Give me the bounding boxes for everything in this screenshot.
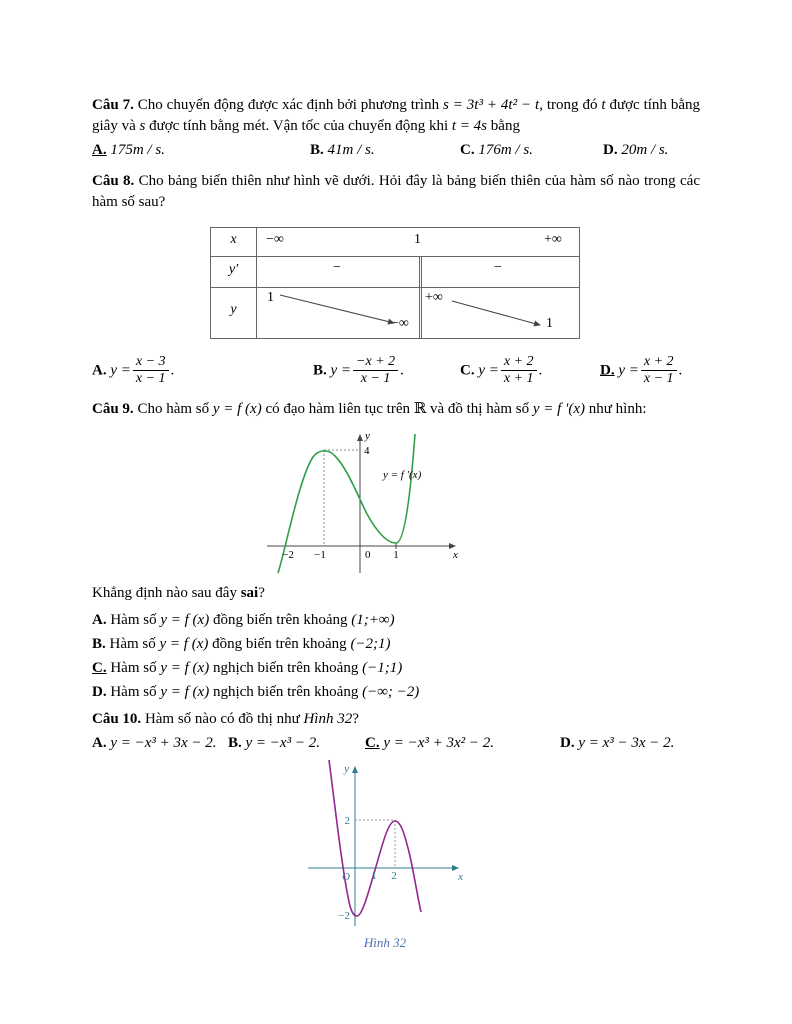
q9-x-axis-label: x (453, 548, 458, 561)
q9-y-axis-label: y (365, 429, 370, 442)
table-x-one: 1 (414, 231, 421, 247)
q9-statement-b-interval: (−2;1) (350, 635, 391, 652)
q10-tick-yminus2: −2 (338, 910, 350, 923)
q8-option-d-denominator: x − 1 (643, 371, 674, 387)
q9-statement-a-fx: y = f (x) (160, 611, 210, 628)
table-y-right-bottom: 1 (546, 315, 553, 331)
q9-statement-d (92, 684, 700, 701)
q8-option-b-fraction (353, 355, 398, 387)
q9-question (92, 583, 700, 604)
q9-statement-d-letter: D. (92, 683, 107, 700)
table-x-minus-inf: −∞ (266, 231, 284, 247)
q7-option-b (310, 142, 460, 159)
q9-t3: như hình: (585, 401, 647, 418)
q8-option-a-period: . (170, 362, 175, 379)
q10-option-b (228, 735, 365, 752)
q8-option-b-eq: y = (330, 362, 352, 379)
q10-option-b-formula: y = −x³ − 2. (245, 735, 320, 752)
table-y-left-top: 1 (267, 289, 274, 305)
q8-option-d-numerator: x + 2 (641, 355, 677, 372)
fprime-plot (265, 426, 465, 576)
q8-option-a-denominator: x − 1 (135, 371, 166, 387)
q9-statement-a-interval: (1;+∞) (351, 611, 395, 628)
q7-label: Câu 7. (92, 97, 134, 113)
q9-formula-fx: y = f (x) (212, 401, 262, 418)
q7-options (92, 142, 700, 159)
q9-t1: Cho hàm số (133, 401, 213, 418)
q10-text (92, 709, 700, 730)
q8-option-b-denominator: x − 1 (360, 371, 391, 387)
table-y-label: y (230, 301, 237, 317)
q9-statement-b-t2: đồng biến trên khoảng (208, 635, 351, 652)
variation-table (210, 227, 580, 339)
table-arrows (256, 287, 581, 340)
table-x-label: x (230, 231, 237, 247)
q10-options (92, 735, 700, 752)
q10-tick-x2: 2 (391, 870, 397, 883)
q9-statement-d-interval: (−∞; −2) (362, 683, 420, 700)
q7-option-d-value: 20m / s. (621, 142, 669, 159)
q7-t3: được tính bằng giây và (92, 97, 700, 134)
q10-option-d-formula: y = x³ − 3x − 2. (578, 735, 675, 752)
q7-option-c-letter: C. (460, 142, 475, 159)
q7-t4: được tính bằng mét. Vận tốc của chuyển động khi (145, 117, 452, 134)
q7-t5: bằng (487, 117, 520, 134)
q9-tick-zero: 0 (365, 548, 371, 561)
q9-statement-a-t1: Hàm số (106, 611, 161, 628)
q8-option-a-numerator: x − 3 (133, 355, 169, 372)
q8-option-c-denominator: x + 1 (503, 371, 534, 387)
q9-label: Câu 9. (92, 401, 134, 418)
q7-option-c-value: 176m / s. (478, 142, 533, 159)
q9-statement-d-t2: nghịch biến trên khoảng (209, 683, 363, 700)
q9-statement-c-interval: (−1;1) (362, 659, 403, 676)
q7-text (92, 95, 700, 136)
q10-origin-label: O (342, 871, 350, 884)
table-y-left-bottom: −∞ (391, 315, 409, 331)
q9-question-t1: Khẳng định nào sau đây (92, 584, 241, 601)
table-yprime-label: y′ (228, 261, 239, 277)
q10-option-a-formula: y = −x³ + 3x − 2. (110, 735, 217, 752)
q10-option-d (560, 735, 674, 752)
q7-option-a-value: 175m / s. (110, 142, 165, 159)
q8-option-d (600, 355, 682, 387)
q8-option-b (313, 355, 460, 387)
q9-tick-minus2: −2 (282, 548, 294, 561)
q7-formula-motion: s = 3t³ + 4t² − t (443, 97, 540, 113)
q8-option-b-period: . (400, 362, 404, 379)
q8-option-c-letter: C. (460, 362, 475, 379)
q10-tick-y2: 2 (344, 815, 350, 828)
q7-var-s: s (139, 117, 146, 134)
table-row-divider-1 (211, 256, 579, 257)
q8-option-b-letter: B. (313, 362, 327, 379)
question-8 (92, 171, 700, 387)
q8-t1: Cho bảng biến thiên như hình vẽ dưới. Hỏi đây là bảng biến thiên của hàm số nào trong các hàm số sau? (92, 173, 700, 211)
q10-t2: ? (352, 710, 359, 727)
q10-caption: Hình 32 (363, 935, 407, 951)
q7-option-d (603, 142, 668, 159)
arrow-decreasing-left (280, 295, 394, 323)
q9-statement-a-letter: A. (92, 611, 107, 628)
q9-statement-b-letter: B. (92, 635, 106, 652)
q8-option-a-eq: y = (110, 362, 131, 379)
q10-y-axis-label: y (344, 763, 349, 776)
question-10 (92, 709, 700, 952)
q8-text (92, 171, 700, 212)
q8-option-a-fraction (133, 355, 169, 387)
q10-option-d-letter: D. (560, 735, 575, 752)
q10-graph (300, 758, 470, 933)
q10-option-c-formula: y = −x³ + 3x² − 2. (383, 735, 495, 752)
q8-option-c (460, 355, 600, 387)
q10-option-c-letter: C. (365, 735, 380, 752)
question-7 (92, 95, 700, 159)
q10-t1: Hàm số nào có đồ thị như (141, 710, 304, 727)
cubic-plot (300, 758, 470, 928)
q9-graph (265, 426, 465, 581)
q9-statement-a (92, 612, 700, 629)
q7-option-a-letter: A. (92, 142, 107, 159)
q8-label: Câu 8. (92, 173, 135, 190)
table-x-plus-inf: +∞ (544, 231, 562, 247)
q8-option-c-eq: y = (478, 362, 499, 379)
q10-x-axis-label: x (458, 871, 463, 884)
q7-option-d-letter: D. (603, 142, 618, 159)
q10-figure-ref: Hình 32 (303, 710, 353, 727)
q10-option-b-letter: B. (228, 735, 242, 752)
q7-option-b-letter: B. (310, 142, 324, 159)
q8-option-c-numerator: x + 2 (501, 355, 537, 372)
q7-formula-t4s: t = 4s (451, 117, 488, 134)
q8-option-a (92, 355, 313, 387)
q9-statement-d-t1: Hàm số (106, 683, 161, 700)
q8-option-c-fraction (501, 355, 537, 387)
q7-option-a (92, 142, 310, 159)
q9-statement-b-fx: y = f (x) (159, 635, 209, 652)
q10-label: Câu 10. (92, 710, 142, 727)
q8-option-d-fraction (641, 355, 677, 387)
q8-option-a-letter: A. (92, 362, 107, 379)
q8-option-d-letter: D. (600, 362, 615, 379)
q8-option-b-numerator: −x + 2 (353, 355, 398, 372)
q8-option-c-period: . (538, 362, 543, 379)
q10-option-c (365, 735, 560, 752)
q9-statement-c-t1: Hàm số (106, 659, 161, 676)
q9-statement-b-t1: Hàm số (105, 635, 160, 652)
q9-formula-fprime: y = f ′(x) (532, 401, 586, 418)
q9-tick-one: 1 (393, 548, 399, 561)
q9-text (92, 399, 700, 420)
q9-curve-label: y = f ′(x) (383, 468, 422, 481)
q10-tick-x1: 1 (371, 870, 377, 883)
table-sign-right: − (494, 259, 502, 275)
q7-var-t: t (601, 97, 606, 113)
q9-statement-d-fx: y = f (x) (160, 683, 210, 700)
table-y-right-top: +∞ (425, 289, 443, 305)
question-9 (92, 399, 700, 700)
q7-t1: Cho chuyển động được xác định bởi phương trình (133, 97, 444, 113)
q9-statement-c-fx: y = f (x) (160, 659, 210, 676)
q8-options (92, 355, 700, 387)
q8-option-d-period: . (678, 362, 683, 379)
q9-statement-c-letter: C. (92, 659, 107, 676)
q9-question-sai: sai (240, 584, 259, 601)
table-sign-left: − (333, 259, 341, 275)
q9-tick-four: 4 (364, 444, 370, 457)
cubic-curve (329, 760, 421, 916)
q9-statement-b (92, 636, 700, 653)
q9-statement-c-t2: nghịch biến trên khoảng (209, 659, 363, 676)
q9-question-t2: ? (258, 584, 265, 601)
q8-option-d-eq: y = (618, 362, 639, 379)
q9-tick-minus1: −1 (314, 548, 326, 561)
q9-statement-c (92, 660, 700, 677)
q10-option-a (92, 735, 228, 752)
q7-t2: , trong đó (539, 97, 602, 113)
q7-option-c (460, 142, 603, 159)
q10-option-a-letter: A. (92, 735, 107, 752)
q9-t2: có đạo hàm liên tục trên ℝ và đồ thị hàm số (261, 401, 533, 418)
q7-option-b-value: 41m / s. (327, 142, 375, 159)
arrow-decreasing-right (452, 301, 540, 325)
q9-statement-a-t2: đồng biến trên khoảng (209, 611, 352, 628)
